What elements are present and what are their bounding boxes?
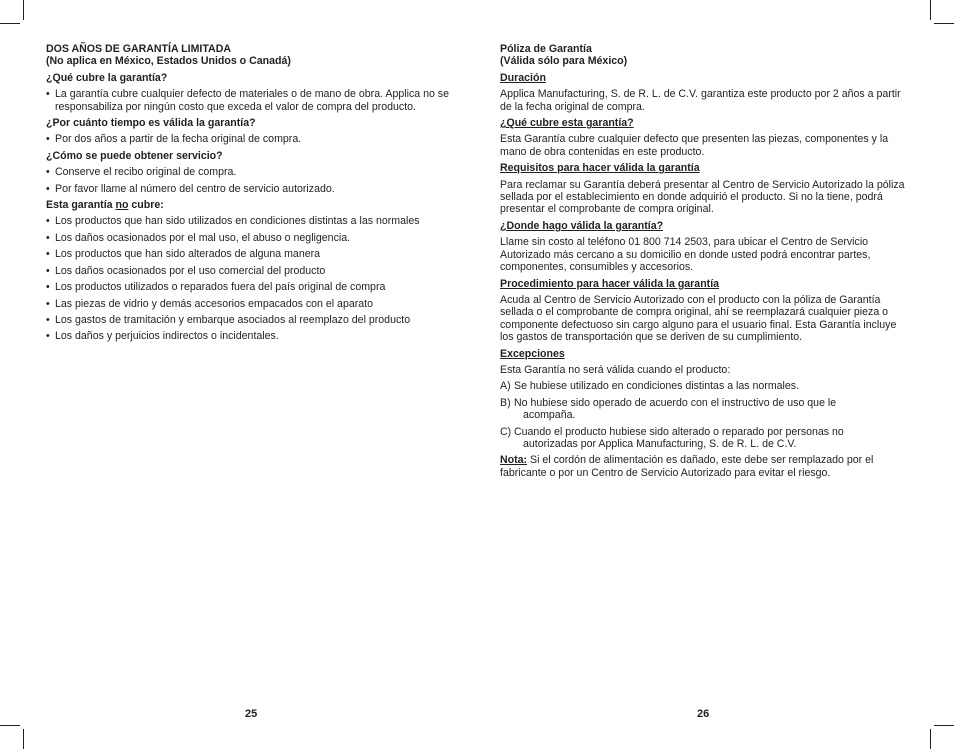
excepcion-text-a: Se hubiese utilizado en condiciones distintas a las normales. <box>514 380 800 393</box>
right-page-column <box>500 43 912 479</box>
not-covered-bullet-1: • Los productos que han sido utilizados en condiciones distintas a las normales <box>46 215 460 227</box>
duracion-text: Applica Manufacturing, S. de R. L. de C.V. garantiza este producto por 2 años a partir de la fecha original de compra. <box>500 88 901 113</box>
procedimiento-text: Acuda al Centro de Servicio Autorizado con el producto con la póliza de Garantía sellada o el comprobante de compra original, ahí se reemplazará cualquier pieza o componente defectuoso sin cargo alguno para el usuario final. Esta Garantía incluye los gastos de transportación que se deriven de su cumplimiento. <box>500 293 897 344</box>
not-covered-bullet-5: • Los productos utilizados o reparados fuera del país original de compra <box>46 281 460 293</box>
excepcion-label-c: C) <box>500 425 512 438</box>
excepcion-text-c-line1: Cuando el producto hubiese sido alterado o reparado por personas no <box>514 425 844 438</box>
not-covered-heading <box>46 199 460 211</box>
crop-mark-bottom-right-h <box>934 725 954 726</box>
excepcion-item-a <box>500 380 912 392</box>
nota-text: Si el cordón de alimentación es dañado, este debe ser remplazado por el fabricante o por un Centro de Servicio Autorizado para evitar el riesgo. <box>500 454 874 479</box>
left-title-line2: (No aplica en México, Estados Unidos o Canadá) <box>46 55 291 68</box>
right-title-line2: (Válida sólo para México) <box>500 55 628 68</box>
donde-text: Llame sin costo al teléfono 01 800 714 2503, para ubicar el Centro de Servicio Autorizado más cercano a su domicilio en donde usted podrá encontrar partes, componentes, consumibles y accesorios. <box>500 236 871 274</box>
nota-label: Nota: <box>500 454 528 467</box>
duracion-heading: Duración <box>500 71 546 84</box>
not-covered-no: no <box>115 199 129 212</box>
page-number-left: 25 <box>245 708 258 720</box>
crop-mark-bottom-left-v <box>23 729 24 749</box>
not-covered-bullet-8: • Los daños y perjuicios indirectos o incidentales. <box>46 330 460 342</box>
not-covered-bullet-7: • Los gastos de tramitación y embarque asociados al reemplazo del producto <box>46 314 460 326</box>
coverage-bullet: • La garantía cubre cualquier defecto de materiales o de mano de obra. Applica no se responsabiliza por ningún costo que exceda el valor de compra del producto. <box>46 88 460 113</box>
question-duration: ¿Por cuánto tiempo es válida la garantía? <box>46 117 256 130</box>
not-covered-post: cubre: <box>128 199 164 212</box>
excepciones-intro: Esta Garantía no será válida cuando el producto: <box>500 363 731 376</box>
excepcion-label-a: A) <box>500 380 511 393</box>
page-number-right: 26 <box>697 708 710 720</box>
crop-mark-top-left-v <box>23 0 24 20</box>
crop-mark-top-left-h <box>0 23 20 24</box>
donde-heading: ¿Donde hago válida la garantía? <box>500 219 664 232</box>
not-covered-bullet-6: • Las piezas de vidrio y demás accesorios empacados con el aparato <box>46 298 460 310</box>
not-covered-bullet-4: • Los daños ocasionados por el uso comercial del producto <box>46 265 460 277</box>
duration-bullet: • Por dos años a partir de la fecha original de compra. <box>46 133 460 145</box>
excepcion-item-c <box>500 426 912 451</box>
not-covered-bullet-2: • Los daños ocasionados por el mal uso, el abuso o negligencia. <box>46 232 460 244</box>
left-page-column <box>46 43 460 343</box>
requisitos-text: Para reclamar su Garantía deberá presentar al Centro de Servicio Autorizado la póliza sellada por el establecimiento en donde adquirió el producto. Si no la tiene, podrá presentar el comprobante de compra original. <box>500 178 905 216</box>
procedimiento-heading: Procedimiento para hacer válida la garantía <box>500 277 720 290</box>
left-title-line1: DOS AÑOS DE GARANTÍA LIMITADA <box>46 43 231 55</box>
not-covered-pre: Esta garantía <box>46 199 116 212</box>
service-bullet-1: • Conserve el recibo original de compra. <box>46 166 460 178</box>
cubre-text: Esta Garantía cubre cualquier defecto que presenten las piezas, componentes y la mano de obra contenidas en este producto. <box>500 133 889 158</box>
right-title-line1: Póliza de Garantía <box>500 43 592 55</box>
service-bullet-2: • Por favor llame al número del centro de servicio autorizado. <box>46 183 460 195</box>
excepcion-text-c-line2: autorizadas por Applica Manufacturing, S. de R. L. de C.V. <box>523 437 797 450</box>
excepciones-heading: Excepciones <box>500 347 565 360</box>
crop-mark-bottom-right-v <box>930 729 931 749</box>
excepcion-label-b: B) <box>500 396 511 409</box>
crop-mark-top-right-h <box>934 23 954 24</box>
requisitos-heading: Requisitos para hacer válida la garantía <box>500 162 700 175</box>
excepcion-item-b <box>500 397 912 422</box>
question-coverage: ¿Qué cubre la garantía? <box>46 71 168 84</box>
excepcion-text-b-line1: No hubiese sido operado de acuerdo con el instructivo de uso que le <box>514 396 837 409</box>
question-service: ¿Cómo se puede obtener servicio? <box>46 149 223 162</box>
nota-paragraph <box>500 454 912 479</box>
crop-mark-bottom-left-h <box>0 725 20 726</box>
crop-mark-top-right-v <box>930 0 931 20</box>
cubre-heading: ¿Qué cubre esta garantía? <box>500 117 634 130</box>
excepcion-text-b-line2: acompaña. <box>523 409 576 422</box>
not-covered-bullet-3: • Los productos que han sido alterados de alguna manera <box>46 248 460 260</box>
